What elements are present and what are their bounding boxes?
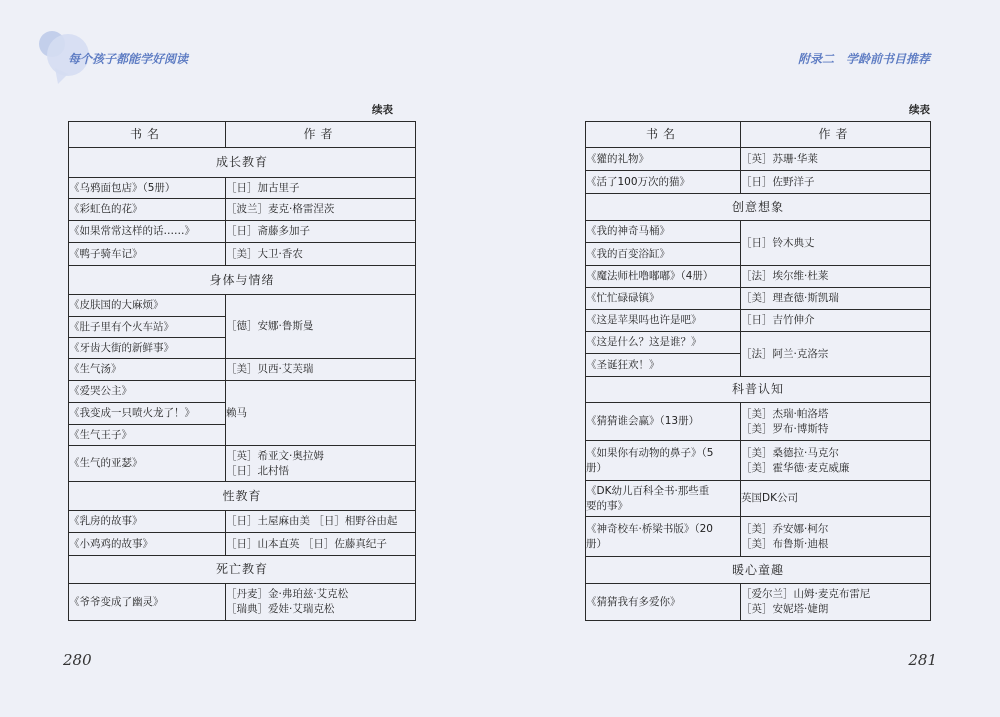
- book-title-cell: [586, 517, 741, 557]
- table-row: [586, 441, 931, 481]
- table-row: [69, 381, 416, 403]
- book-title: 《牙齿大街的新鲜事》: [69, 338, 226, 359]
- book-title: 《这是苹果吗也许是吧》: [586, 310, 741, 332]
- title-column-header: 书名: [586, 122, 741, 148]
- right-page: [500, 0, 1000, 717]
- author-cell: [741, 403, 931, 441]
- section-title: 成长教育: [69, 148, 416, 178]
- section-title: 创意想象: [586, 194, 931, 221]
- table-header-row: [586, 122, 931, 148]
- table-row: [69, 243, 416, 266]
- book-title: 《这是什么？这是谁？》: [586, 332, 741, 354]
- book-title: 《乳房的故事》: [69, 511, 226, 533]
- book-title: 《我的百变浴缸》: [586, 243, 741, 266]
- author-name: ［波兰］麦克·格雷涅茨: [226, 199, 416, 221]
- book-title: 《乌鸦面包店》（5册）: [69, 178, 226, 199]
- book-title: 《猜猜我有多爱你》: [586, 584, 741, 621]
- book-title: 《彩虹色的花》: [69, 199, 226, 221]
- continued-label: 续表: [909, 104, 930, 116]
- author-cell: [741, 584, 931, 621]
- book-title: 《如果你有动物的鼻子》（5册）: [586, 446, 714, 474]
- section-row: [586, 377, 931, 403]
- table-row: [586, 517, 931, 557]
- author-name: ［法］埃尔维·杜莱: [741, 266, 931, 288]
- book-title: 《我变成一只喷火龙了！》: [69, 403, 226, 425]
- author-cell: [226, 584, 416, 621]
- table-row: [69, 178, 416, 199]
- table-row: [586, 148, 931, 171]
- table-row: [586, 403, 931, 441]
- author-name: ［日］佐野洋子: [741, 171, 931, 194]
- author-name: ［美］布鲁斯·迪根: [741, 537, 829, 550]
- table-row: [69, 199, 416, 221]
- book-title: 《小鸡鸡的故事》: [69, 533, 226, 556]
- author-name: ［日］土屋麻由美 ［日］相野谷由起: [226, 511, 416, 533]
- book-title: 《神奇校车·桥梁书版》（20册）: [586, 522, 713, 550]
- author-cell: [741, 517, 931, 557]
- author-name: ［日］山本直英 ［日］佐藤真纪子: [226, 533, 416, 556]
- author-name: ［英］安妮塔·婕朗: [741, 603, 829, 615]
- author-name: ［爱尔兰］山姆·麦克布雷尼: [741, 588, 871, 600]
- book-title: 《皮肤国的大麻烦》: [69, 295, 226, 317]
- table-row: [69, 295, 416, 317]
- book-title: 《如果常常这样的话……》: [69, 221, 226, 243]
- table-row: [69, 511, 416, 533]
- author-name: 英国DK公司: [741, 481, 931, 517]
- author-name: ［法］阿兰·克洛宗: [741, 332, 931, 377]
- section-title: 暖心童趣: [586, 557, 931, 584]
- author-name: ［英］苏珊·华莱: [741, 148, 931, 171]
- running-head: 附录二 学龄前书目推荐: [797, 52, 930, 66]
- page-number: 281: [908, 651, 937, 669]
- author-name: ［日］加古里子: [226, 178, 416, 199]
- book-title-cell: [586, 441, 741, 481]
- book-title: 《圣诞狂欢！》: [586, 354, 741, 377]
- author-name: ［美］杰瑞·帕洛塔: [741, 407, 829, 420]
- author-name: ［丹麦］金·弗珀兹·艾克松: [226, 588, 349, 600]
- section-row: [69, 148, 416, 178]
- book-table: [585, 121, 931, 621]
- book-title: 《生气王子》: [69, 425, 226, 446]
- book-title: 《活了100万次的猫》: [586, 171, 741, 194]
- author-name: ［日］北村悟: [226, 464, 289, 477]
- author-name: ［美］乔安娜·柯尔: [741, 522, 829, 535]
- book-title: 《鸭子骑车记》: [69, 243, 226, 266]
- section-row: [69, 266, 416, 295]
- table-row: [69, 221, 416, 243]
- book-title: 《忙忙碌碌镇》: [586, 288, 741, 310]
- table-row: [586, 266, 931, 288]
- book-title: 《我的神奇马桶》: [586, 221, 741, 243]
- book-title-cell: [586, 481, 741, 517]
- book-title: 《爷爷变成了幽灵》: [69, 584, 226, 621]
- book-title: 《猜猜谁会赢》（13册）: [586, 403, 741, 441]
- section-title: 死亡教育: [69, 556, 416, 584]
- table-row: [69, 446, 416, 482]
- book-title: 《DK幼儿百科全书·那些重要的事》: [586, 484, 710, 512]
- running-head: 每个孩子都能学好阅读: [68, 52, 189, 66]
- table-row: [69, 359, 416, 381]
- author-name: ［日］铃木典丈: [741, 221, 931, 266]
- author-name: ［美］霍华德·麦克威廉: [741, 461, 850, 474]
- author-name: ［瑞典］爱娃·艾瑞克松: [226, 603, 335, 615]
- book-title: 《獾的礼物》: [586, 148, 741, 171]
- author-name: 赖马: [226, 381, 416, 446]
- book-title: 《肚子里有个火车站》: [69, 317, 226, 338]
- book-title: 《生气的亚瑟》: [69, 446, 226, 482]
- book-title: 《魔法师杜噜嘟嘟》（4册）: [586, 266, 741, 288]
- table-row: [586, 171, 931, 194]
- author-name: ［日］斋藤多加子: [226, 221, 416, 243]
- author-name: ［美］大卫·香农: [226, 243, 416, 266]
- title-column-header: 书名: [69, 122, 226, 148]
- section-row: [69, 482, 416, 511]
- author-name: ［美］桑德拉·马克尔: [741, 446, 839, 459]
- continued-label: 续表: [372, 104, 393, 116]
- book-title: 《生气汤》: [69, 359, 226, 381]
- section-title: 身体与情绪: [69, 266, 416, 295]
- table-row: [69, 533, 416, 556]
- table-row: [586, 288, 931, 310]
- author-cell: [226, 446, 416, 482]
- author-name: ［美］理查德·斯凯瑞: [741, 288, 931, 310]
- author-column-header: 作者: [741, 122, 931, 148]
- author-name: ［日］吉竹伸介: [741, 310, 931, 332]
- table-header-row: [69, 122, 416, 148]
- table-row: [586, 221, 931, 243]
- author-name: ［英］希亚文·奥拉姆: [226, 449, 324, 462]
- table-row: [69, 584, 416, 621]
- section-title: 性教育: [69, 482, 416, 511]
- author-name: ［美］罗布·博斯特: [741, 422, 829, 435]
- table-row: [586, 332, 931, 354]
- author-cell: [741, 441, 931, 481]
- author-column-header: 作者: [226, 122, 416, 148]
- page-number: 280: [63, 651, 92, 669]
- author-name: ［美］贝西·艾芙瑞: [226, 359, 416, 381]
- section-title: 科普认知: [586, 377, 931, 403]
- table-row: [586, 584, 931, 621]
- book-table: [68, 121, 416, 621]
- book-title: 《爱哭公主》: [69, 381, 226, 403]
- table-row: [586, 481, 931, 517]
- author-name: ［德］安娜·鲁斯曼: [226, 295, 416, 359]
- table-row: [586, 310, 931, 332]
- section-row: [69, 556, 416, 584]
- section-row: [586, 194, 931, 221]
- section-row: [586, 557, 931, 584]
